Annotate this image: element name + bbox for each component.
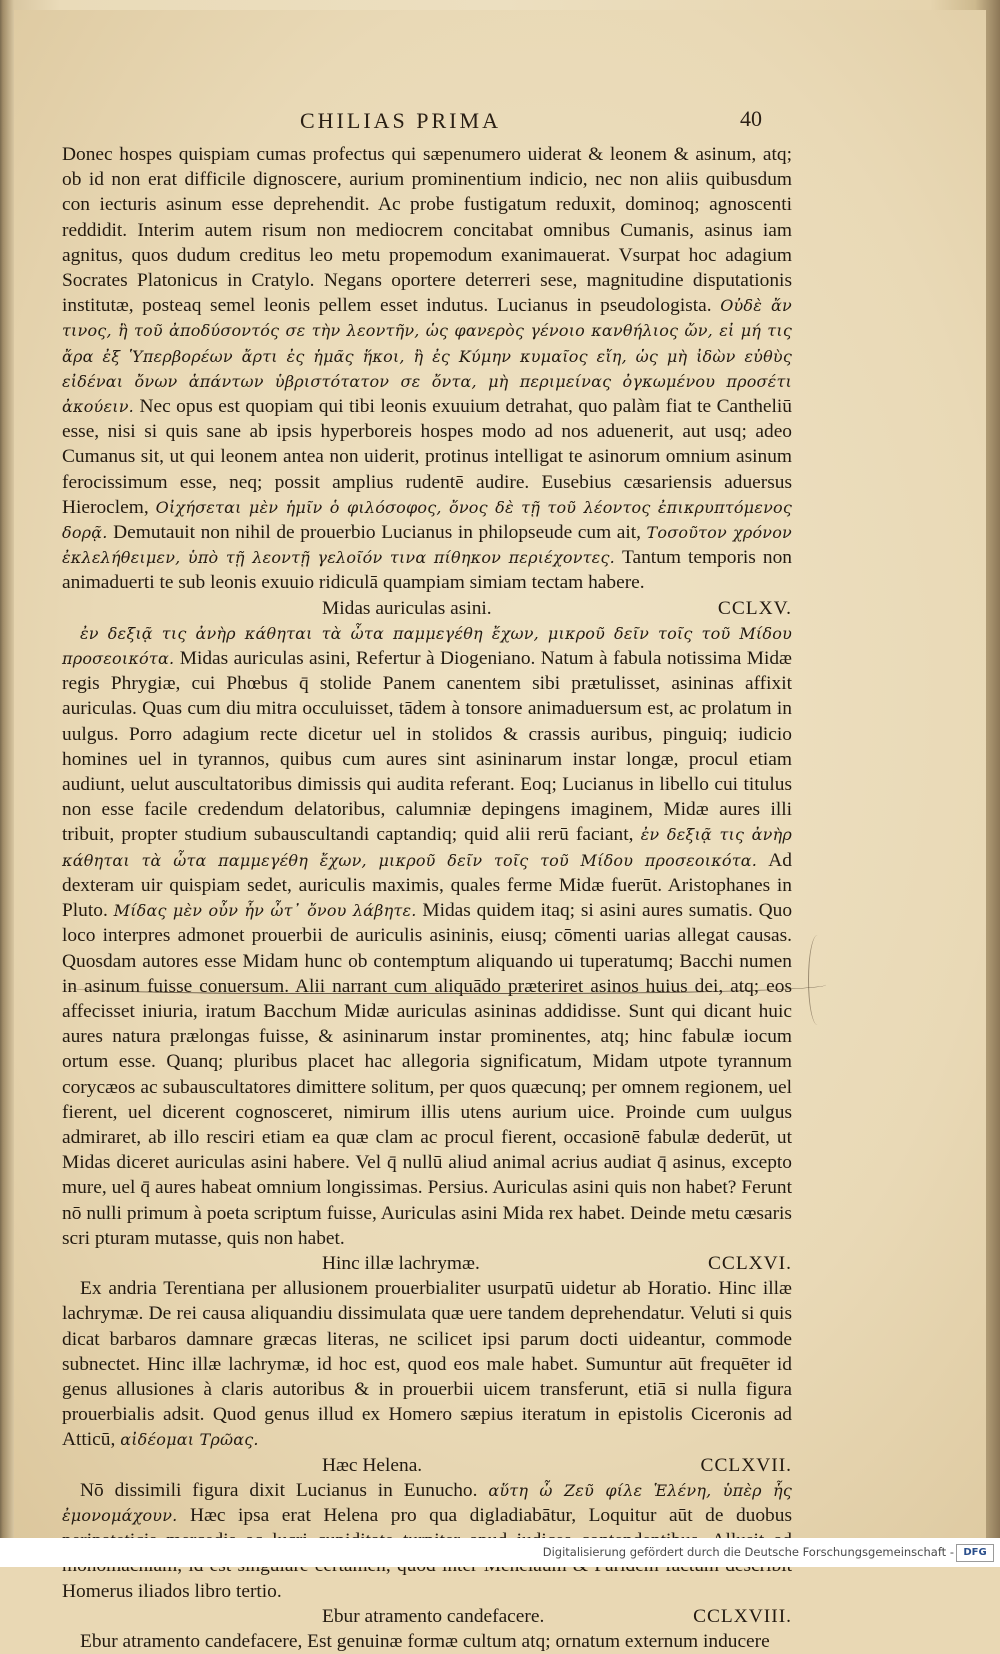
digitization-footer [0, 1538, 1000, 1567]
footer-credit: Digitalisierung gefördert durch die Deutsche Forschungsgemeinschaft - [542, 1545, 954, 1559]
paragraph-3 [62, 1276, 792, 1452]
adage-title: Ebur atramento candefacere. [322, 1605, 545, 1627]
paragraph-3-text: Ex andria Terentiana per allusionem prouerbialiter usurpatū uidetur ab Horatio. Hinc illæ lachrymæ. De rei causa aliquandiu dissimulata quæ uere tandem deprehendatur. Veluti si quis dicat barbaros damnare græcas literas, ne scilicet ipsi parum docti uideantur, commode subnectet. Hinc illæ lachrymæ, id hoc est, quod eos male habet. Sumuntur aūt frequēter id genus allusiones à claris autoribus & in prouerbii uicem transferunt, etiā si nulla figura prouerbialis adsit. Quod genus illud ex Homero sæpius iteratum in epistolis Ciceronis ad Atticū, [62, 1278, 792, 1451]
greek-quote-eusebius: Οἰχήσεται μὲν ἡμῖν ὁ φιλόσοφος, ὄνος δὲ τῇ τοῦ λέοντος ἐπικρυπτόμενος δορᾷ. [62, 497, 792, 543]
paragraph-2-continued-2: Midas quidem itaq; si asini aures sumatis. Quo loco interpres admonet prouerbii de auriculis asininis, eiusq; cōmenti uarias allegat causas. Quosdam autores esse Midam hunc ob contemptum aliquando ui tuperatumq; Bacchi numen in asinum fuisse conuersum. Alii narrant cum aliquādo præteriret asinos huius dei, atq; eos affecisset iniuria, iratum Bacchum Midæ auriculas asininas addidisse. Sunt qui dicant huic aures natura prælongas fuisse, & asininarum instar prominentes, atq; hinc fabulæ iocum ortum esse. Quanq; pluribus placet hac allegoria significatum, Midam utpote tyrannum corycæos ac subauscultatores dimittere solitum, per quos quæcunq; per omnem regionem, uel fierent, uel dicerent cognosceret, nimirum illis utens aurium uice. Proinde cum uulgus admiraret, ab illo resciri etiam ea quæ clam ac procul fierent, occasionē fabulæ dederūt, ut Midas diceret auriculas asini habere. [62, 900, 793, 1174]
adage-number: CCLXV. [717, 597, 792, 619]
adage-number: CCLXVIII. [693, 1605, 792, 1627]
running-head: CHILIAS PRIMA [300, 108, 501, 133]
handwritten-margin-bracket [808, 935, 827, 1025]
greek-quote-calumnia: ἐν δεξιᾷ τις ἀνὴρ κάθηται τὰ ὦτα παμμεγέθη ἔχων, μικροῦ δεῖν τοῖς τοῦ Μίδου προσεοικότα. [62, 825, 792, 870]
paragraph-2-continued-3: nulli primum à poeta scriptum fuisse, Auriculas asini Mida rex habet. Deinde metu cæsaris scri pturam mutasse, quis non habet. [62, 1202, 792, 1249]
adage-heading-266 [62, 1251, 792, 1276]
paragraph-1-continued-3: Tantum temporis non animaduerti te sub leonis exuuio ridiculā quampiam simiam tectam habere. [62, 547, 792, 594]
page-number: 40 [740, 106, 762, 131]
paragraph-2-underlined: Vel q̄ nullū aliud animal acrius audiat q̄ asinus, excepto mure, uel q̄ aures habeat omnium longissimas. Persius. Auriculas asini quis non habet? Ferunt nō [62, 1152, 792, 1224]
paragraph-4-text: Nō dissimili figura dixit Lucianus in Eunucho. [80, 1479, 478, 1501]
page-header [0, 108, 1000, 138]
greek-quote-philopseudes: Τοσοῦτον χρόνον ἐκλελήθειμεν, ὑπὸ τῇ λεοντῇ γελοῖόν τινα πίθηκον περιέχοντες. [62, 523, 792, 568]
adage-heading-265 [62, 596, 792, 621]
paragraph-1-text: Donec hospes quispiam cumas profectus qui sæpenumero uiderat & leonem & asinum, atq; ob id non erat difficile dignoscere, aurium prominentium indicio, nec non aliis quibusdum con iecturis asinum esse deprehendit. Ac probe fustigatum reduxit, dominoq; agnoscenti reddidit. Interim autem risum non mediocrem concitabat omnibus Cumanis, asinus iam agnitus, quos dudum creditus leo metu propemodum exanimauerat. Vsurpat hoc adagium Socrates Platonicus in Cratylo. Negans oportere deterreri sese, magnitudine disputationis institutæ, posteaq semel leonis pellem esset indutus. Lucianus in pseudologista. [62, 144, 792, 317]
adage-title: Hæc Helena. [322, 1454, 423, 1476]
adage-number: CCLXVII. [700, 1454, 792, 1476]
main-text [62, 142, 792, 1654]
greek-quote-homer: αἰδέομαι Τρῶας. [120, 1430, 259, 1450]
adage-number: CCLXVI. [707, 1252, 792, 1274]
adage-heading-268 [62, 1604, 792, 1629]
paragraph-1 [62, 142, 792, 596]
paragraph-1-continued-2: Demutauit non nihil de prouerbio Lucianus in philopseude cum ait, [113, 522, 641, 544]
handwritten-underline [66, 971, 826, 994]
paragraph-2-text: Midas auriculas asini, Refertur à Diogeniano. Natum à fabula notissima Midæ regis Phrygiæ, cui Phœbus q̄ stolide Panem canentem sibi prætulisset, asininas affixit auriculas. Quas cum diu mitra occuluisset, tādem à tonsore animaduersum est, ac prolatum in uulgus. Porro adagium recte dicetur uel in stolidos & crassis auribus, pinguiq; iudicio homines uel in tyrannos, quibus cum aures sint asininarum instar longæ, procul etiam audiunt, uelut auscultatoribus dimissis qui audita referant. Eoq; Lucianus in libello cui titulus non esse facile credendum delatoribus, calumniæ depingens imaginem, Midæ aures illi tribuit, propter studium subauscultandi captandiq; quid alii rerū faciant, [62, 648, 792, 846]
adage-title: Midas auriculas asini. [322, 597, 492, 619]
greek-quote-lucianus: Οὐδὲ ἄν τινος, ἢ τοῦ ἀποδύσοντός σε τὴν λεοντῆν, ὡς φανερὸς γένοιο κανθήλιος ὤν, εἰ μή τις ἄρα ἐξ Ὑπερβορέων ἄρτι ἐς ἡμᾶς ἥκοι, ἢ ἐς Κύμην κυμαῖος εἴη, ὡς μὴ ἰδὼν εὐθὺς εἰδέναι ὄνων ἁπάντων ὑβριστότατον σε ὄντα, μὴ περιμείνας ὀγκωμένου προσέτι ἀκούειν. [62, 296, 792, 417]
greek-quote-eunuchus: αὕτη ὦ Ζεῦ φίλε Ἑλένη, ὑπὲρ ἧς ἐμονομάχουν. [62, 1480, 792, 1525]
greek-quote-pluto: Μίδας μὲν οὖν ἦν ὦτ᾽ ὄνου λάβητε. [113, 901, 417, 921]
greek-lemma-midas: ἐν δεξιᾷ τις ἀνὴρ κάθηται τὰ ὦτα παμμεγέθη ἔχων, μικροῦ δεῖν τοῖς τοῦ Μίδου προσεοικότα. [62, 623, 792, 669]
paragraph-2-continued: Ad dexteram uir quispiam sedet, auriculis maximis, quales ferme Midæ fuerūt. Aristophanes in Pluto. [62, 849, 792, 922]
paragraph-5 [62, 1629, 792, 1654]
paragraph-2 [62, 621, 792, 1251]
dfg-logo: DFG [956, 1544, 994, 1562]
paragraph-1-continued: Nec opus est quopiam qui tibi leonis exuuium detrahat, quo palàm fiat te Cantheliū esse, nisi si quis sane ab ipsis hyperboreis hospes modo ad nos aduenerit, aut usq; adeo Cumanus sit, ut qui leonem antea non uiderit, protinus intelligat te asinorum omnium asinum ferocissimum esse, neq; possit amplius rudentē audire. Eusebius cæsariensis aduersus Hieroclem, [62, 396, 792, 518]
paragraph-4-continued: Hæc ipsa erat Helena pro qua digladiabātur, Loquitur aūt de duobus Homerus iliados libro tertio. [62, 1504, 792, 1602]
adage-title: Hinc illæ lachrymæ. [322, 1252, 480, 1274]
paragraph-5-text: Ebur atramento candefacere, Est genuinæ formæ cultum atq; ornatum externum inducere [80, 1630, 770, 1652]
adage-heading-267 [62, 1453, 792, 1478]
